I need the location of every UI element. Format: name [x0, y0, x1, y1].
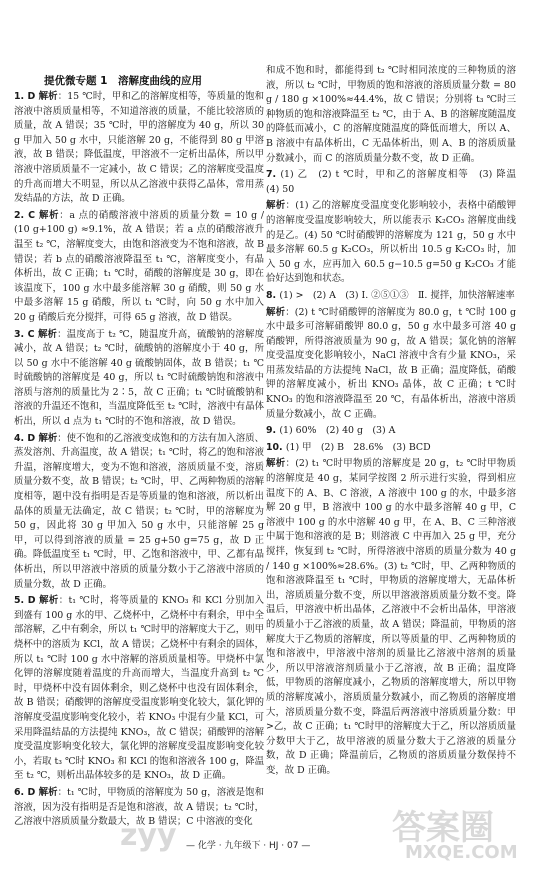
- answer-text: ：t₁ ℃时，甲物质的溶解度为 50 g，溶液是饱和溶液，因为没有指明是否是饱和溶液，故 A 错误；t₂ ℃时，乙溶液中溶质质量分数最大，故 B 错误；C 中溶液的变化: [14, 786, 264, 828]
- answer-text: (1) 甲 (2) B 28.6% (3) BCD: [285, 441, 431, 453]
- answer-item: [266, 441, 516, 456]
- answer-item: [266, 457, 516, 778]
- answer-text: ：a 点的硝酸溶液中溶质的质量分数 = 10 g / (10 g+100 g) ≈9.1%，故 A 错误；若 a 点的硝酸溶液升温至 t₂ ℃，溶解度变大，由饱和溶液变为不饱和溶液，故 B 错误；若 b 点的硝酸溶液降温至 t₁ ℃，溶解度变小，有晶体析出，故 C 正确；t₁ ℃时，硝酸的溶解度是 30 g，即在该温度下，100 g 水中最多能溶解 30 g 硝酸，则 50 g 水中最多溶解 15 g 硝酸，所以 t₁ ℃时，向 50 g 水中加入 20 g 硝酸后充分搅拌，可得 65 g 溶液，故 D 错误。: [14, 209, 264, 323]
- question-number: 4. D: [14, 432, 39, 444]
- answer-item: [14, 209, 264, 326]
- answer-item: [266, 306, 516, 423]
- answer-item: [14, 594, 264, 784]
- analysis-label: 解析: [266, 458, 286, 470]
- page-footer: — 化学 · 九年级下 · HJ · 07 —: [186, 841, 311, 851]
- question-number: 2. C: [14, 209, 39, 221]
- answer-item: [14, 432, 264, 593]
- question-number: 8.: [266, 289, 280, 301]
- answer-item: [266, 168, 526, 197]
- answer-item: [14, 328, 264, 430]
- answer-text: 和成不饱和时，都能得到 t₂ ℃时相同浓度的三种物质的溶液，所以 t₂ ℃时，甲物质的饱和溶液的溶质质量分数 = 80 g / 180 g ×100%≈44.4%，故 C 错误；分别将 t₃ ℃时三种物质的饱和溶液降温至 t₂ ℃，由于 A、B 的溶解度随温度的降低而减小，C 的溶解度随温度的降低而增大，所以 A、B 溶液中有晶体析出，C 无晶体析出，则 A、B 的溶质质量分数减小，而 C 的溶质质量分数不变，故 D 正确。: [266, 65, 516, 164]
- answer-item: [266, 199, 516, 287]
- answer-text: ：(2) t ℃时硝酸钾的溶解度为 80.0 g，t ℃时 100 g 水中最多可溶解硝酸钾 80.0 g，50 g 水中最多可溶 40 g 硝酸钾，所得溶液质量为 90 g，故 A 错误；氯化钠的溶解度受温度变化影响较小，NaCl 溶液中含有少量 KNO₃，采用蒸发结晶的方法提纯 NaCl，故 B 正确；温度降低，硝酸钾的溶解度减小，析出 KNO₃ 晶体，故 C 正确；t ℃时 KNO₃ 的饱和溶液降温至 20 ℃，有晶体析出，溶液中溶质质量分数减小，故 C 正确。: [266, 306, 516, 420]
- question-number: 10.: [266, 441, 286, 453]
- answer-text: ：t₁ ℃时，将等质量的 KNO₃ 和 KCl 分别加入到盛有 100 g 水的甲、乙烧杯中，乙烧杯中有剩余，甲中全部溶解，乙中有剩余，所以 t₁ ℃时甲的溶解度大于乙，则甲烧杯中的溶质为 KCl，故 A 错误；乙烧杯中有剩余的固体，所以 t₁ ℃时 100 g 水中溶解的溶质质量相等。甲烧杯中氯化钾的溶解度随着温度的升高而增大，当温度升高到 t₂ ℃时，甲烧杯中没有固体剩余，则乙烧杯中也没有固体剩余，故 B 错误；硝酸钾的溶解度受温度影响变化较大，氯化钾的溶解度受温度影响变化较小，若 KNO₃ 中混有少量 KCl，可采用降温结晶的方法提纯 KNO₃，故 C 错误；硝酸钾的溶解度受温度影响变化较大，氯化钾的溶解度受温度影响变化较小，若取 t₃ ℃时 KNO₃ 和 KCl 的饱和溶液各 100 g，降温至 t₂ ℃，则析出晶体较多的是 KNO₃，故 D 正确。: [14, 595, 264, 782]
- analysis-label: 解析: [37, 328, 58, 340]
- answer-text: ：15 ℃时，甲和乙的溶解度相等，等质量的饱和溶液中溶质质量相等，不知道溶液的质量，不能比较溶质的质量，故 A 错误；35 ℃时，甲的溶解度为 40 g，所以 30 g 甲加入 50 g 水中，只能溶解 20 g，不能得到 80 g 甲溶液，故 B 错误；降低温度，甲溶液不一定析出晶体，所以甲溶液中溶质质量不一定减小，故 C 错误；乙的溶解度受温度的升高而增大不明显，所以从乙溶液中获得乙晶体，常用蒸发结晶的方法，故 D 正确。: [14, 91, 264, 205]
- watermark-logo-large: 答案圈: [392, 808, 494, 848]
- question-number: 3. C: [14, 328, 38, 340]
- answer-item: [266, 64, 516, 166]
- question-number: 7.: [266, 169, 281, 181]
- left-column: [14, 90, 264, 832]
- answer-item: [266, 424, 516, 439]
- analysis-label: 解析: [38, 432, 58, 444]
- answer-text: (1) 乙 (2) t ℃时，甲和乙的溶解度相等 (3) 降温 (4) 50: [266, 169, 526, 195]
- answer-text: ：(2) t₁ ℃时甲物质的溶解度是 20 g，t₂ ℃时甲物质的溶解度是 40 g，某同学按图 2 所示进行实验，得到相应温度下的 A、B、C 溶液，A 溶液中 100 g 的水，中最多溶解 20 g 甲，B 溶液中 100 g 的水中最多溶解 40 g 甲，C 溶液中 100 g 的水中溶解 40 g 甲，在 A、B、C 三种溶液中属于饱和溶液的是 B；则溶液 C 中再加入 25 g 甲，充分搅拌，恢复到 t₂ ℃时，所得溶液中溶质的质量分数为 40 g / 140 g ×100%≈28.6%。(3) t₂ ℃时，甲、乙两种物质的饱和溶液降温至 t₁ ℃时，甲物质的溶解度增大，无晶体析出，溶质质量分数不变，所以甲溶液溶质质量分数不变。降温后，甲溶液中析出晶体，乙溶液中不会析出晶体，甲溶液的质量小于乙溶液的质量，故 A 错误；降温前，甲物质的溶解度大于乙物质的溶解度，所以等质量的甲、乙两种物质的饱和溶液中，甲溶液中溶剂的质量比乙溶液中溶剂的质量少，所以甲溶液溶剂质量小于乙溶液，故 B 正确；温度降低，甲物质的溶解度减小，乙物质的溶解度增大，所以甲物质的溶解度减小，溶质质量分数减小，而乙物质的溶解度增大，溶质质量分数不变，降温后两溶液中溶质质量分数：甲>乙，故 C 正确；t₁ ℃时甲的溶解度大于乙，所以溶质质量分数甲大于乙，故甲溶液的质量分数大于乙溶液的质量分数，故 D 正确；降温前后，乙物质的溶质质量分数保持不变，故 D 正确。: [266, 458, 516, 776]
- answer-text: ：温度高于 t₂ ℃，随温度升高，硫酸钠的溶解度减小，故 A 错误；t₂ ℃时，硫酸钠的溶解度小于 40 g，所以 50 g 水中不能溶解 40 g 硫酸钠固体，故 B 错误；t₁ ℃时硫酸钠的溶解度是 40 g，所以 t₁ ℃时硫酸钠饱和溶液中溶质与溶剂的质量比为 2∶5，故 C 正确；t₁ ℃时硫酸钠和溶液的升温还不饱和，当温度降低至 t₂ ℃时，溶液中有晶体析出，所以 d 点为 t₁ ℃时的不饱和溶液，故 D 错误。: [14, 328, 264, 428]
- question-number: 6. D: [14, 786, 39, 798]
- analysis-label: 解析: [266, 306, 286, 318]
- right-column: [266, 64, 526, 781]
- section-heading: 提优微专题 1 溶解度曲线的应用: [44, 75, 202, 87]
- analysis-label: 解析: [38, 209, 60, 221]
- answer-text: ：使不饱和的乙溶液变成饱和的方法有加入溶质、蒸发溶剂、升高温度，故 A 错误；t₁ ℃时，将乙的饱和溶液升温，溶解度增大，变为不饱和溶液，溶质质量不变，溶质质量分数不变，故 B 错误；t₂ ℃时，甲、乙两种物质的溶解度相等，题中没有指明是否是等质量的饱和溶液，所以析出晶体的质量无法确定，故 C 错误；t₂ ℃时，甲的溶解度为 50 g，因此将 30 g 甲加入 50 g 水中，只能溶解 25 g 甲，可以得到溶液的质量 = 25 g+50 g=75 g，故 D 正确。降低温度至 t₁ ℃时，甲、乙饱和溶液中，甲、乙都有晶体析出，所以甲溶液中溶质的质量分数小于乙溶液中溶质的质量分数，故 D 正确。: [14, 432, 264, 590]
- answer-text: (1) > (2) A (3) Ⅰ. ②⑤①③ Ⅱ. 搅拌，加快溶解速率: [279, 289, 515, 301]
- answer-item: [14, 786, 264, 830]
- analysis-label: 解析: [39, 595, 59, 607]
- answer-item: [14, 90, 264, 207]
- question-number: 9.: [266, 425, 280, 437]
- watermark-logo-small: zyy: [120, 818, 177, 853]
- answer-text: (1) 60% (2) 40 g (3) A: [279, 425, 396, 437]
- answer-item: [266, 289, 516, 304]
- analysis-label: 解析: [38, 786, 58, 798]
- question-number: 1. D: [14, 91, 39, 102]
- question-number: 5. D: [14, 595, 40, 607]
- analysis-label: 解析: [266, 200, 286, 212]
- analysis-label: 解析: [38, 91, 58, 102]
- watermark-url: MXQE.COM: [405, 842, 518, 863]
- answer-text: ：(1) 乙的溶解度受温度变化影响较小，表格中硝酸钾的溶解度受温度影响较大，所以能表示 K₂CO₃ 溶解度曲线的是乙。(4) 50 ℃时硝酸钾的溶解度为 121 g，50 g 水中最多溶解 60.5 g K₂CO₃，所以析出 10.5 g K₂CO₃ 时，加入 50 g 水，应再加入 60.5 g−10.5 g=50 g K₂CO₃ 才能恰好达到饱和状态。: [266, 200, 516, 285]
